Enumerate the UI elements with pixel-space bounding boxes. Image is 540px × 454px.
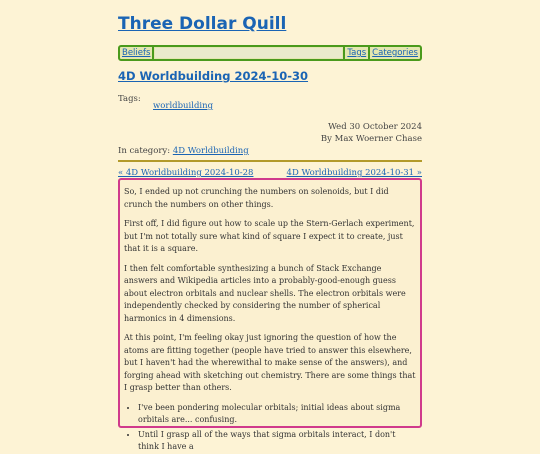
nav-tags-link[interactable]: Tags [347, 48, 367, 58]
site-title-link[interactable]: Three Dollar Quill [118, 14, 287, 34]
post-author: By Max Woerner Chase [320, 134, 422, 144]
nav-separator [152, 47, 154, 59]
paragraph: So, I ended up not crunching the numbers on solenoids, but I did crunch the numbers on other things. [124, 187, 389, 209]
category-label: In category: [118, 146, 173, 156]
navbar [118, 45, 422, 61]
search-input[interactable] [155, 48, 342, 58]
bullet-list [124, 402, 416, 454]
divider [118, 160, 422, 162]
category-link[interactable]: 4D Worldbuilding [172, 146, 249, 156]
nav-beliefs-link[interactable]: Beliefs [122, 48, 151, 58]
post-date: Wed 30 October 2024 [328, 122, 422, 132]
tag-link-worldbuilding[interactable]: worldbuilding [153, 101, 214, 111]
list-item: • Until I grasp all of the ways that sigma orbitals interact, I don't think I have a [138, 429, 416, 454]
tags-label: Tags: [118, 94, 141, 104]
nav-categories-link[interactable]: Categories [372, 48, 418, 58]
paragraph: I then felt comfortable synthesizing a bunch of Stack Exchange answers and Wikipedia articles into a probably-good-enough guess about electron orbitals and nuclear shells. The electron orbitals were independently checked by considering the number of spherical harmonics in 4 dimensions. [124, 263, 406, 323]
category-line [118, 146, 249, 156]
prev-post-link[interactable]: « 4D Worldbuilding 2024-10-28 [118, 168, 254, 178]
post-title-link[interactable]: 4D Worldbuilding 2024-10-30 [118, 69, 309, 83]
list-item: • I've been pondering molecular orbitals; initial ideas about sigma orbitals are... confusing. [138, 402, 416, 427]
post-content [118, 178, 422, 451]
paragraph: First off, I did figure out how to scale up the Stern-Gerlach experiment, but I'm not totally sure what kind of square I expect it to create, just that it is a square. [124, 219, 415, 253]
paragraph: At this point, I'm feeling okay just ignoring the question of how the atoms are fitting together (people have tried to answer this elsewhere, but I haven't had the wherewithal to make sense of the answers), and forging ahead with sketching out chemistry. There are some things that I grasp better than others. [124, 333, 416, 392]
next-post-link[interactable]: 4D Worldbuilding 2024-10-31 » [286, 168, 422, 178]
